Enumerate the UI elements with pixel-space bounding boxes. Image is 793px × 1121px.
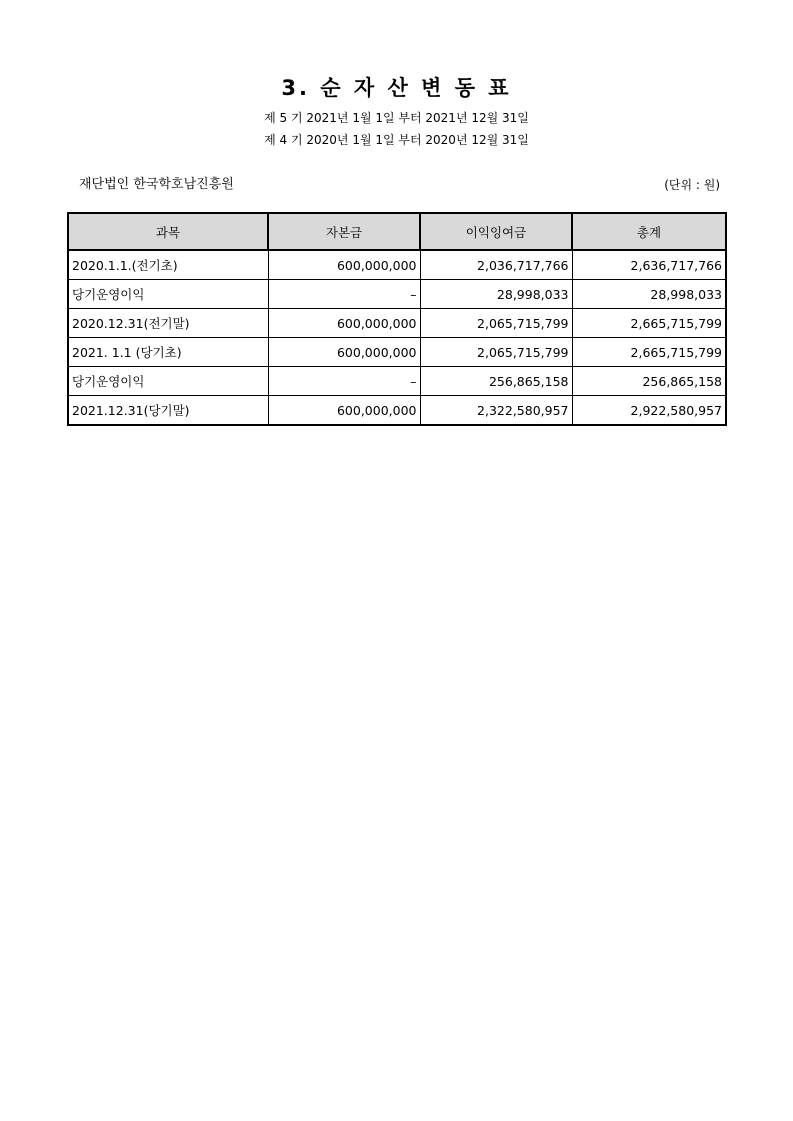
retained-earnings-cell: 2,065,715,799 (420, 309, 572, 338)
header-capital: 자본금 (268, 213, 420, 250)
net-assets-statement-table (67, 212, 727, 426)
table-row (68, 338, 726, 367)
capital-cell: 600,000,000 (268, 338, 420, 367)
retained-earnings-cell: 28,998,033 (420, 280, 572, 309)
total-cell: 256,865,158 (572, 367, 726, 396)
total-cell: 2,665,715,799 (572, 309, 726, 338)
retained-earnings-cell: 2,065,715,799 (420, 338, 572, 367)
row-label: 2020.1.1.(전기초) (68, 250, 268, 280)
row-label: 2020.12.31(전기말) (68, 309, 268, 338)
organization-name: 재단법인 한국학호남진흥원 (79, 177, 234, 192)
total-cell: 2,636,717,766 (572, 250, 726, 280)
row-label: 당기운영이익 (68, 367, 268, 396)
capital-cell: 600,000,000 (268, 250, 420, 280)
table-row (68, 309, 726, 338)
row-label: 2021.12.31(당기말) (68, 396, 268, 426)
table-row (68, 367, 726, 396)
table-row (68, 396, 726, 426)
retained-earnings-cell: 256,865,158 (420, 367, 572, 396)
period-previous: 제 4 기 2020년 1월 1일 부터 2020년 12월 31일 (264, 133, 529, 147)
retained-earnings-cell: 2,322,580,957 (420, 396, 572, 426)
unit-label: (단위 : 원) (664, 178, 720, 192)
table-row (68, 280, 726, 309)
total-cell: 2,665,715,799 (572, 338, 726, 367)
table-header-row (68, 213, 726, 250)
row-label: 2021. 1.1 (당기초) (68, 338, 268, 367)
header-retained-earnings: 이익잉여금 (420, 213, 572, 250)
capital-cell: – (268, 367, 420, 396)
table-row (68, 250, 726, 280)
header-account: 과목 (68, 213, 268, 250)
period-current: 제 5 기 2021년 1월 1일 부터 2021년 12월 31일 (264, 111, 529, 125)
retained-earnings-cell: 2,036,717,766 (420, 250, 572, 280)
total-cell: 28,998,033 (572, 280, 726, 309)
document-title: 3. 순 자 산 변 동 표 (281, 76, 512, 100)
capital-cell: – (268, 280, 420, 309)
header-total: 총계 (572, 213, 726, 250)
row-label: 당기운영이익 (68, 280, 268, 309)
capital-cell: 600,000,000 (268, 309, 420, 338)
capital-cell: 600,000,000 (268, 396, 420, 426)
total-cell: 2,922,580,957 (572, 396, 726, 426)
